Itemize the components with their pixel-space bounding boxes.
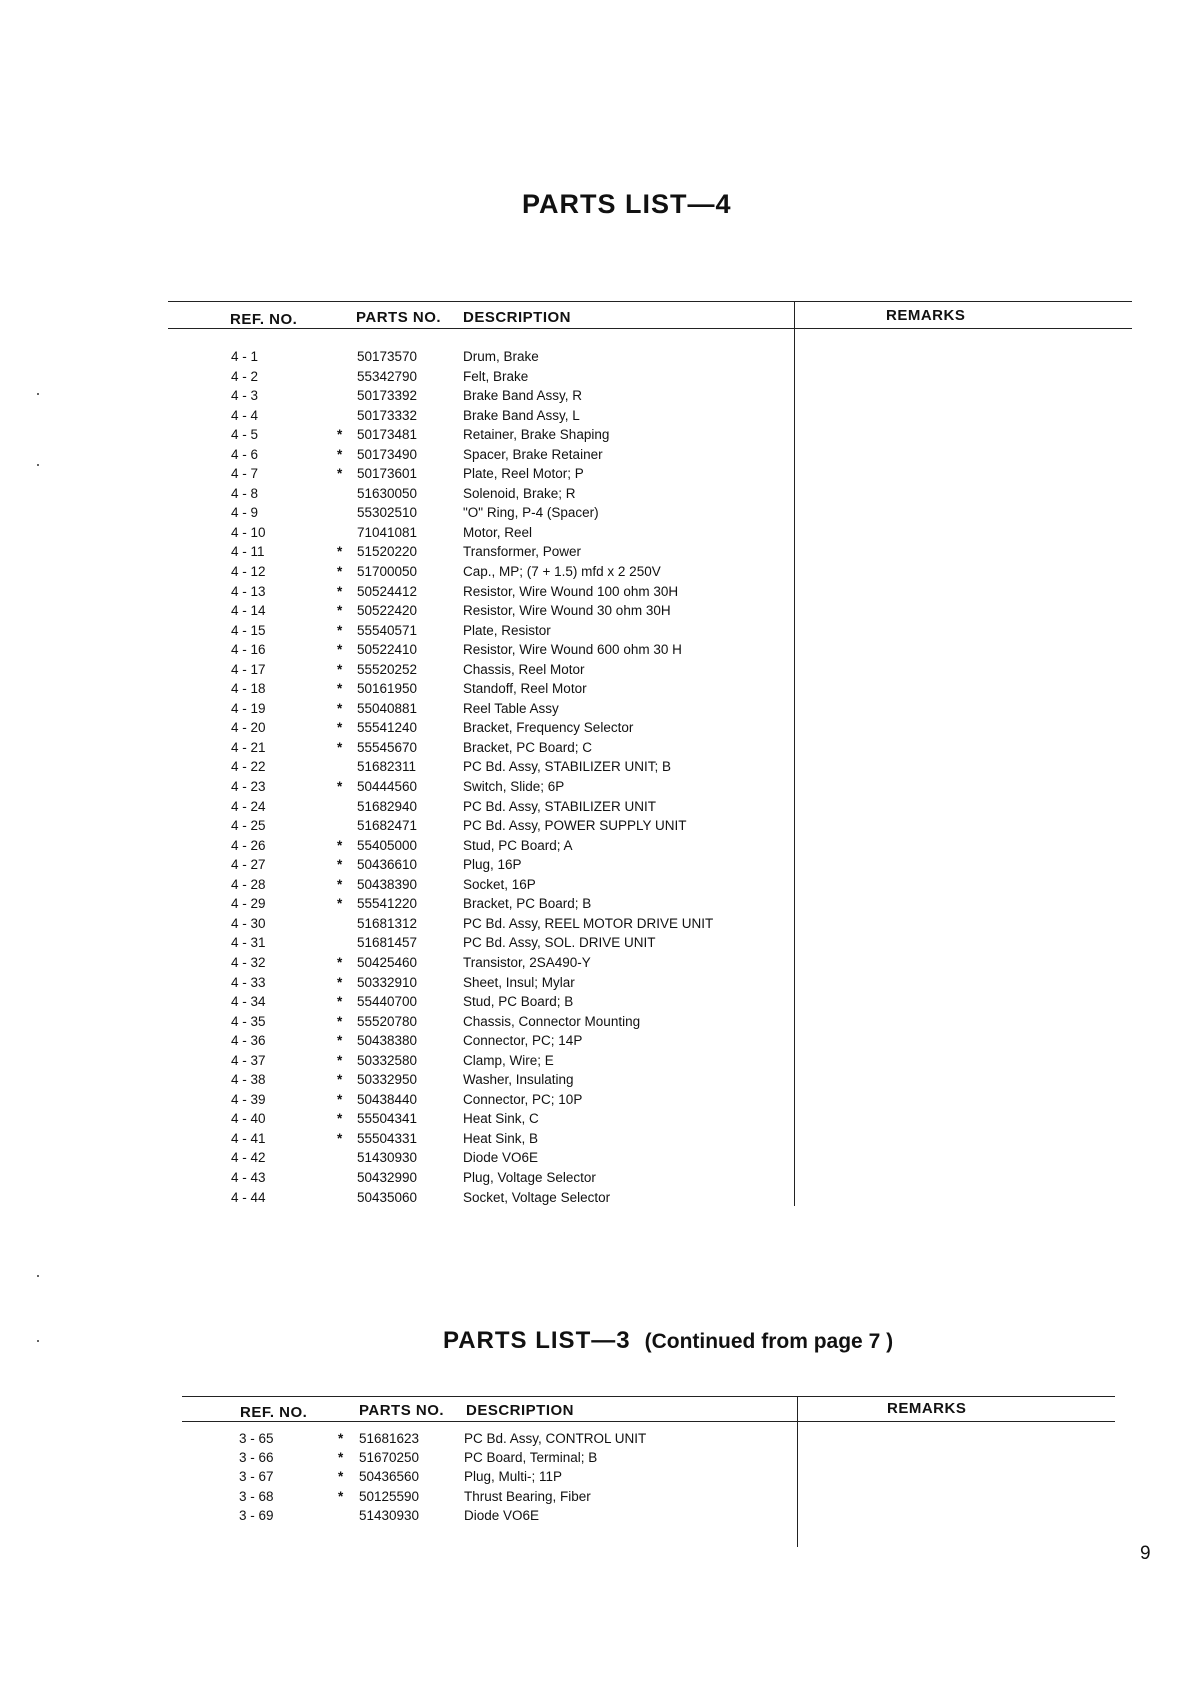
description-cell: Bracket, PC Board; C: [463, 739, 593, 755]
ref-no-cell: 4 - 26: [231, 837, 266, 853]
table-row: [0, 623, 1191, 643]
parts-list-3-title: [443, 1327, 893, 1355]
asterisk-mark: *: [337, 603, 343, 619]
asterisk-mark: *: [338, 1450, 344, 1466]
table-row: [0, 1053, 1191, 1073]
ref-no-cell: 4 - 13: [231, 583, 266, 599]
description-cell: PC Bd. Assy, STABILIZER UNIT: [463, 798, 657, 814]
asterisk-mark: *: [337, 1072, 343, 1088]
table-top-rule: [182, 1396, 1115, 1397]
ref-no-cell: 4 - 11: [231, 544, 265, 560]
asterisk-mark: *: [337, 974, 343, 990]
parts-no-cell: 50173392: [357, 388, 418, 404]
table-row: [0, 799, 1191, 819]
table-row: [0, 1014, 1191, 1034]
table-row: [0, 1190, 1191, 1210]
parts-no-cell: 55302510: [357, 505, 418, 521]
description-cell: Bracket, Frequency Selector: [463, 720, 634, 736]
table-row: [0, 1111, 1191, 1131]
asterisk-mark: *: [338, 1488, 344, 1504]
ref-no-cell: 4 - 22: [231, 759, 266, 775]
ref-no-cell: 4 - 1: [231, 349, 259, 364]
parts-no-cell: 50173490: [357, 446, 418, 462]
table-row: [0, 896, 1191, 916]
ref-no-cell: 3 - 69: [239, 1507, 274, 1523]
table-row: [0, 779, 1191, 799]
ref-no-cell: 4 - 7: [231, 466, 259, 482]
table-row: [0, 388, 1191, 408]
table-row: [0, 544, 1191, 564]
description-cell: PC Board, Terminal; B: [464, 1450, 598, 1466]
table-row: [0, 681, 1191, 701]
table-row: [0, 1131, 1191, 1151]
asterisk-mark: *: [337, 857, 343, 873]
ref-no-cell: 3 - 65: [239, 1431, 274, 1446]
ref-no-cell: 4 - 24: [231, 798, 266, 814]
ref-no-cell: 4 - 37: [231, 1052, 266, 1068]
parts-no-cell: 55520780: [357, 1013, 418, 1029]
asterisk-mark: *: [337, 544, 343, 560]
ref-no-cell: 4 - 2: [231, 368, 259, 384]
ref-no-cell: 4 - 4: [231, 407, 259, 423]
ref-no-cell: 4 - 25: [231, 818, 266, 834]
parts-no-cell: 55405000: [357, 837, 418, 853]
table-row: [0, 1450, 1191, 1469]
description-cell: Resistor, Wire Wound 30 ohm 30H: [463, 603, 671, 619]
description-cell: Standoff, Reel Motor: [463, 681, 587, 697]
asterisk-mark: *: [337, 661, 343, 677]
description-cell: Brake Band Assy, L: [463, 407, 580, 423]
description-cell: Retainer, Brake Shaping: [463, 427, 610, 443]
parts-no-cell: 51700050: [357, 564, 418, 580]
parts-no-cell: 50332910: [357, 974, 418, 990]
asterisk-mark: *: [337, 1111, 343, 1127]
description-cell: Plug, 16P: [463, 857, 522, 873]
ref-no-cell: 4 - 32: [231, 954, 266, 970]
asterisk-mark: *: [337, 1091, 343, 1107]
table-row: [0, 877, 1191, 897]
table-row: [0, 525, 1191, 545]
ref-no-cell: 4 - 38: [231, 1072, 266, 1088]
table-row: [0, 564, 1191, 584]
asterisk-mark: *: [337, 622, 343, 638]
table-row: [0, 1508, 1191, 1527]
ref-no-cell: 4 - 3: [231, 388, 259, 404]
scan-speck: [37, 1275, 39, 1277]
table-row: [0, 349, 1191, 369]
ref-no-cell: 4 - 19: [231, 700, 266, 716]
parts-no-cell: 51630050: [357, 485, 418, 501]
parts-no-cell: 55342790: [357, 368, 418, 384]
ref-no-cell: 4 - 31: [231, 935, 266, 951]
asterisk-mark: *: [337, 779, 343, 795]
parts-no-cell: 50125590: [359, 1488, 420, 1504]
ref-no-cell: 4 - 36: [231, 1033, 266, 1049]
description-cell: Spacer, Brake Retainer: [463, 446, 603, 462]
table-row: [0, 1150, 1191, 1170]
description-cell: Plate, Resistor: [463, 622, 551, 638]
table-row: [0, 486, 1191, 506]
scan-speck: [37, 1340, 39, 1342]
parts-no-cell: 55540571: [357, 622, 418, 638]
table-header-rule: [182, 1421, 1115, 1422]
asterisk-mark: *: [337, 1013, 343, 1029]
table-row: [0, 466, 1191, 486]
ref-no-cell: 4 - 5: [231, 427, 259, 443]
asterisk-mark: *: [337, 1052, 343, 1068]
ref-no-cell: 4 - 9: [231, 505, 259, 521]
header-ref-no: REF. NO.: [230, 311, 298, 328]
table-row: [0, 975, 1191, 995]
description-cell: PC Bd. Assy, POWER SUPPLY UNIT: [463, 818, 687, 834]
parts-no-cell: 51682940: [357, 798, 418, 814]
table-row: [0, 1469, 1191, 1488]
table-top-rule: [168, 301, 1132, 302]
asterisk-mark: *: [337, 446, 343, 462]
scan-speck: [37, 464, 39, 466]
parts-no-cell: 50173570: [357, 349, 418, 364]
asterisk-mark: *: [338, 1469, 344, 1485]
asterisk-mark: *: [337, 876, 343, 892]
parts-no-cell: 50438440: [357, 1091, 418, 1107]
description-cell: Bracket, PC Board; B: [463, 896, 592, 912]
parts-no-cell: 50436610: [357, 857, 418, 873]
parts-no-cell: 50332950: [357, 1072, 418, 1088]
parts-no-cell: 55541220: [357, 896, 418, 912]
parts-no-cell: 51520220: [357, 544, 418, 560]
ref-no-cell: 3 - 68: [239, 1488, 274, 1504]
description-cell: Diode VO6E: [463, 1150, 539, 1166]
description-cell: Thrust Bearing, Fiber: [464, 1488, 591, 1504]
parts-no-cell: 51430930: [357, 1150, 418, 1166]
table-row: [0, 505, 1191, 525]
table-row: [0, 427, 1191, 447]
ref-no-cell: 4 - 30: [231, 915, 266, 931]
parts-list-4-title: PARTS LIST—4: [522, 189, 732, 219]
description-cell: Resistor, Wire Wound 600 ohm 30 H: [463, 642, 682, 658]
ref-no-cell: 4 - 15: [231, 622, 266, 638]
description-cell: PC Bd. Assy, SOL. DRIVE UNIT: [463, 935, 656, 951]
table-row: [0, 916, 1191, 936]
parts-no-cell: 51681623: [359, 1431, 420, 1446]
parts-no-cell: 50173601: [357, 466, 418, 482]
description-cell: Brake Band Assy, R: [463, 388, 583, 404]
asterisk-mark: *: [337, 954, 343, 970]
parts-no-cell: 50438380: [357, 1033, 418, 1049]
ref-no-cell: 4 - 27: [231, 857, 266, 873]
description-cell: Plug, Multi-; 11P: [464, 1469, 563, 1485]
scan-speck: [37, 393, 39, 395]
parts-no-cell: 55545670: [357, 739, 418, 755]
description-cell: Chassis, Reel Motor: [463, 661, 585, 677]
ref-no-cell: 4 - 6: [231, 446, 259, 462]
asterisk-mark: *: [337, 720, 343, 736]
header-description: DESCRIPTION: [466, 1402, 575, 1419]
table-header-rule: [168, 328, 1132, 329]
ref-no-cell: 4 - 42: [231, 1150, 266, 1166]
table-row: [0, 740, 1191, 760]
parts-no-cell: 51682471: [357, 818, 418, 834]
asterisk-mark: *: [337, 994, 343, 1010]
parts-no-cell: 51681457: [357, 935, 418, 951]
table-row: [0, 1170, 1191, 1190]
description-cell: Heat Sink, C: [463, 1111, 539, 1127]
parts-no-cell: 50522410: [357, 642, 418, 658]
description-cell: Heat Sink, B: [463, 1130, 539, 1146]
table-row: [0, 584, 1191, 604]
description-cell: Washer, Insulating: [463, 1072, 574, 1088]
table-row: [0, 1072, 1191, 1092]
ref-no-cell: 4 - 10: [231, 524, 266, 540]
description-cell: Connector, PC; 14P: [463, 1033, 583, 1049]
ref-no-cell: 4 - 18: [231, 681, 266, 697]
description-cell: Diode VO6E: [464, 1507, 540, 1523]
table-row: [0, 1431, 1191, 1450]
parts-no-cell: 50425460: [357, 954, 418, 970]
ref-no-cell: 4 - 28: [231, 876, 266, 892]
parts-no-cell: 51670250: [359, 1450, 420, 1466]
table-row: [0, 603, 1191, 623]
ref-no-cell: 4 - 12: [231, 564, 266, 580]
parts-no-cell: 50435060: [357, 1189, 418, 1205]
asterisk-mark: *: [338, 1431, 344, 1446]
table-row: [0, 857, 1191, 877]
table-row: [0, 955, 1191, 975]
ref-no-cell: 4 - 16: [231, 642, 266, 658]
parts-no-cell: 50438390: [357, 876, 418, 892]
table-row: [0, 701, 1191, 721]
ref-no-cell: 4 - 17: [231, 661, 266, 677]
table-row: [0, 369, 1191, 389]
table-row: [0, 447, 1191, 467]
asterisk-mark: *: [337, 564, 343, 580]
ref-no-cell: 4 - 35: [231, 1013, 266, 1029]
parts-no-cell: 50436560: [359, 1469, 420, 1485]
parts-no-cell: 51682311: [357, 759, 417, 775]
ref-no-cell: 4 - 14: [231, 603, 266, 619]
parts-no-cell: 71041081: [357, 524, 418, 540]
ref-no-cell: 4 - 21: [231, 739, 266, 755]
description-cell: Drum, Brake: [463, 349, 539, 364]
description-cell: PC Bd. Assy, STABILIZER UNIT; B: [463, 759, 672, 775]
asterisk-mark: *: [337, 466, 343, 482]
asterisk-mark: *: [337, 1033, 343, 1049]
table-row: [0, 720, 1191, 740]
description-cell: "O" Ring, P-4 (Spacer): [463, 505, 599, 521]
description-cell: Reel Table Assy: [463, 700, 559, 716]
parts-list-4-rows: [0, 349, 1191, 1209]
description-cell: Clamp, Wire; E: [463, 1052, 554, 1068]
asterisk-mark: *: [337, 739, 343, 755]
description-cell: PC Bd. Assy, REEL MOTOR DRIVE UNIT: [463, 915, 714, 931]
ref-no-cell: 4 - 41: [231, 1130, 266, 1146]
header-parts-no: PARTS NO.: [356, 309, 442, 326]
ref-no-cell: 4 - 43: [231, 1169, 266, 1185]
description-cell: Transformer, Power: [463, 544, 582, 560]
asterisk-mark: *: [337, 837, 343, 853]
parts-list-3-title-text: PARTS LIST—3: [443, 1327, 631, 1354]
parts-no-cell: 50444560: [357, 779, 418, 795]
description-cell: Sheet, Insul; Mylar: [463, 974, 575, 990]
asterisk-mark: *: [337, 583, 343, 599]
parts-no-cell: 55520252: [357, 661, 418, 677]
parts-no-cell: 50524412: [357, 583, 418, 599]
asterisk-mark: *: [337, 896, 343, 912]
ref-no-cell: 4 - 8: [231, 485, 259, 501]
description-cell: Chassis, Connector Mounting: [463, 1013, 641, 1029]
asterisk-mark: *: [337, 642, 343, 658]
table-row: [0, 642, 1191, 662]
parts-no-cell: 50173481: [357, 427, 418, 443]
header-remarks: REMARKS: [886, 307, 966, 324]
description-cell: Transistor, 2SA490-Y: [463, 954, 591, 970]
description-cell: PC Bd. Assy, CONTROL UNIT: [464, 1431, 647, 1446]
ref-no-cell: 4 - 29: [231, 896, 266, 912]
ref-no-cell: 4 - 33: [231, 974, 266, 990]
header-remarks: REMARKS: [887, 1400, 967, 1417]
parts-no-cell: 51681312: [357, 915, 418, 931]
parts-no-cell: 50332580: [357, 1052, 418, 1068]
parts-no-cell: 55504331: [357, 1130, 418, 1146]
asterisk-mark: *: [337, 681, 343, 697]
description-cell: Resistor, Wire Wound 100 ohm 30H: [463, 583, 679, 599]
description-cell: Cap., MP; (7 + 1.5) mfd x 2 250V: [463, 564, 661, 580]
description-cell: Motor, Reel: [463, 524, 533, 540]
table-row: [0, 408, 1191, 428]
description-cell: Plug, Voltage Selector: [463, 1169, 596, 1185]
description-cell: Stud, PC Board; B: [463, 994, 574, 1010]
ref-no-cell: 4 - 20: [231, 720, 266, 736]
parts-no-cell: 50432990: [357, 1169, 418, 1185]
table-row: [0, 994, 1191, 1014]
ref-no-cell: 4 - 23: [231, 779, 266, 795]
table-row: [0, 818, 1191, 838]
ref-no-cell: 4 - 39: [231, 1091, 266, 1107]
parts-no-cell: 50161950: [357, 681, 418, 697]
parts-no-cell: 50522420: [357, 603, 418, 619]
table-row: [0, 1489, 1191, 1508]
ref-no-cell: 4 - 40: [231, 1111, 266, 1127]
header-ref-no: REF. NO.: [240, 1404, 308, 1421]
description-cell: Socket, Voltage Selector: [463, 1189, 611, 1205]
ref-no-cell: 4 - 44: [231, 1189, 266, 1205]
parts-no-cell: 55040881: [357, 700, 418, 716]
asterisk-mark: *: [337, 427, 343, 443]
description-cell: Socket, 16P: [463, 876, 536, 892]
ref-no-cell: 4 - 34: [231, 994, 266, 1010]
parts-no-cell: 50173332: [357, 407, 418, 423]
parts-no-cell: 55504341: [357, 1111, 418, 1127]
page-number: 9: [1140, 1543, 1151, 1564]
asterisk-mark: *: [337, 1130, 343, 1146]
description-cell: Switch, Slide; 6P: [463, 779, 565, 795]
table-row: [0, 1092, 1191, 1112]
description-cell: Solenoid, Brake; R: [463, 485, 576, 501]
table-row: [0, 838, 1191, 858]
description-cell: Connector, PC; 10P: [463, 1091, 583, 1107]
description-cell: Stud, PC Board; A: [463, 837, 573, 853]
header-parts-no: PARTS NO.: [359, 1402, 445, 1419]
header-description: DESCRIPTION: [463, 309, 572, 326]
continued-note: (Continued from page 7 ): [644, 1330, 894, 1353]
parts-list-3-rows: [0, 1431, 1191, 1527]
parts-no-cell: 55440700: [357, 994, 418, 1010]
parts-no-cell: 55541240: [357, 720, 418, 736]
description-cell: Plate, Reel Motor; P: [463, 466, 584, 482]
table-row: [0, 662, 1191, 682]
parts-no-cell: 51430930: [359, 1507, 420, 1523]
description-cell: Felt, Brake: [463, 368, 529, 384]
table-row: [0, 935, 1191, 955]
asterisk-mark: *: [337, 700, 343, 716]
ref-no-cell: 3 - 67: [239, 1469, 274, 1485]
table-row: [0, 759, 1191, 779]
ref-no-cell: 3 - 66: [239, 1450, 274, 1466]
table-row: [0, 1033, 1191, 1053]
